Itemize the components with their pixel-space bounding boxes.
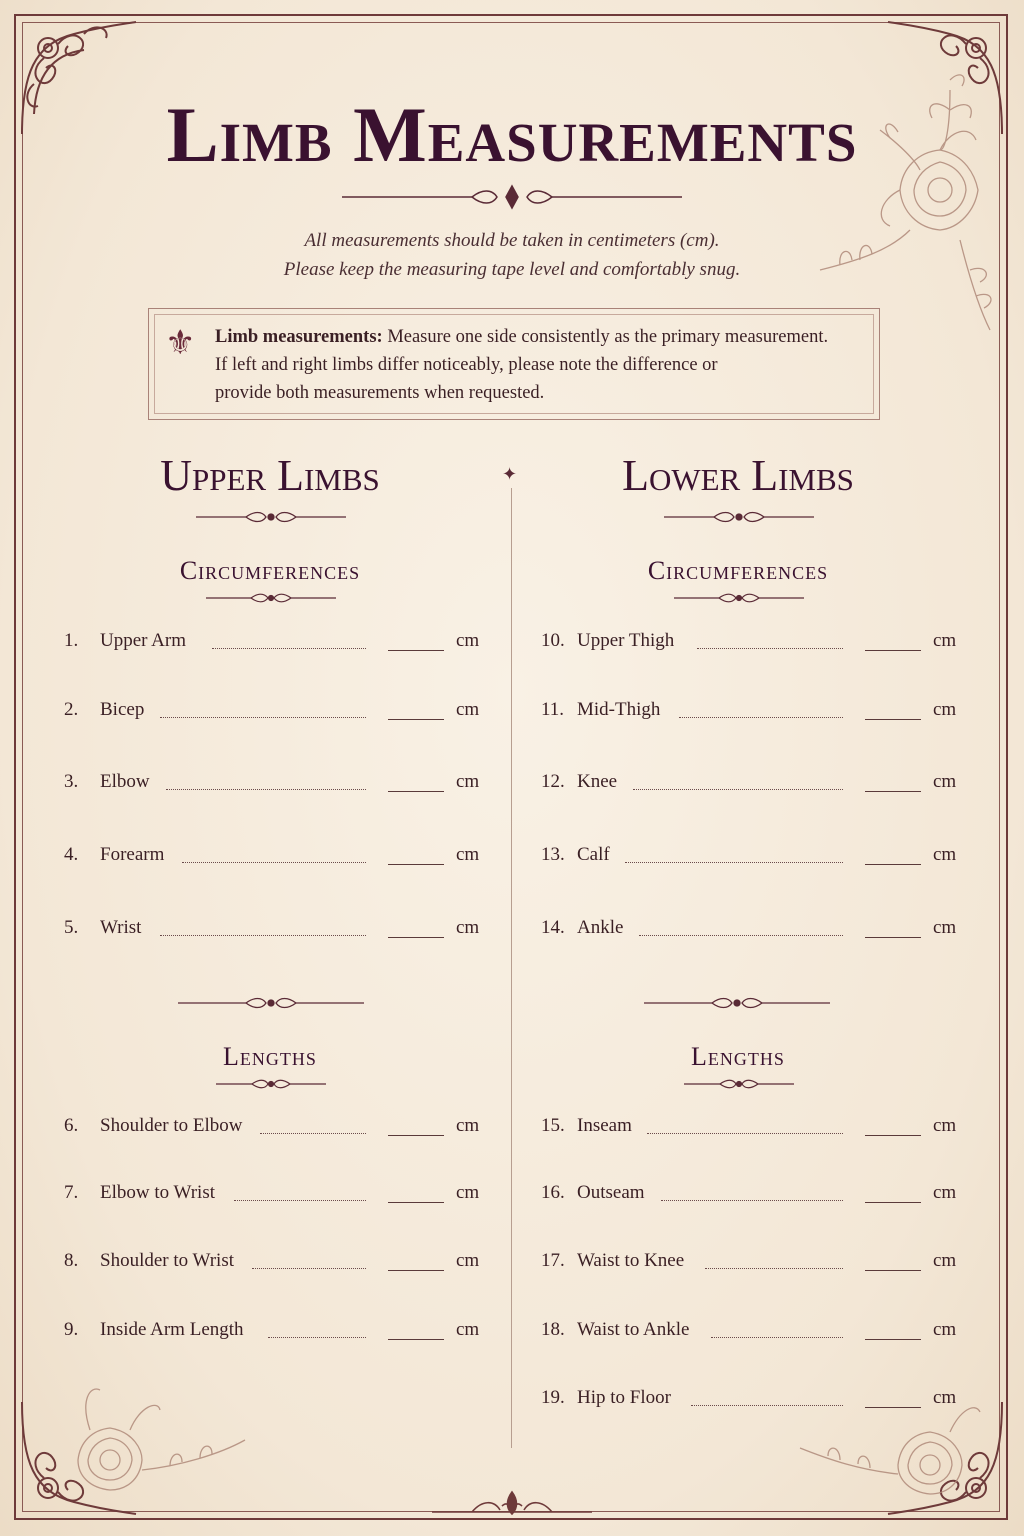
unit-label: cm [456,1250,480,1271]
leader-dots [268,1337,366,1338]
instructions-line-1: All measurements should be taken in centimeters (cm). [304,230,720,251]
measurement-blank[interactable] [865,1202,921,1203]
upper-section-divider-icon [178,994,364,1012]
note-text [215,323,875,407]
item-label: Calf [577,844,610,865]
item-label: Upper Arm [100,630,187,651]
leader-dots [182,862,366,863]
item-number: 13. [541,844,565,865]
upper-circ-divider-icon [206,590,336,606]
unit-label: cm [933,630,957,651]
column-ornament-icon: ✦ [502,464,518,484]
list-item [541,1319,961,1349]
fleur-de-lis-icon: ⚜ [165,325,196,362]
leader-dots [705,1268,843,1269]
leader-dots [661,1200,843,1201]
floral-illustration-bottom-left-icon [30,1370,250,1520]
item-number: 10. [541,630,565,651]
note-line-3: provide both measurements when requested. [215,383,545,403]
measurement-blank[interactable] [865,1339,921,1340]
list-item [64,1182,484,1212]
item-label: Elbow [100,771,150,792]
list-item [64,844,484,874]
item-number: 3. [64,771,79,792]
item-label: Waist to Ankle [577,1319,690,1340]
leader-dots [679,717,843,718]
leader-dots [711,1337,843,1338]
leader-dots [639,935,843,936]
leader-dots [625,862,843,863]
item-label: Elbow to Wrist [100,1182,215,1203]
measurement-blank[interactable] [865,1270,921,1271]
list-item [64,1115,484,1145]
note-label: Limb measurements: [215,327,383,347]
measurement-blank[interactable] [865,719,921,720]
list-item [64,630,484,660]
measurement-blank[interactable] [865,864,921,865]
limb-note-box [148,308,880,420]
item-number: 14. [541,917,565,938]
item-number: 8. [64,1250,79,1271]
lower-len-divider-icon [684,1076,794,1092]
measurement-blank[interactable] [388,864,444,865]
list-item [541,1115,961,1145]
measurement-blank[interactable] [865,1135,921,1136]
item-number: 6. [64,1115,79,1136]
item-label: Hip to Floor [577,1387,671,1408]
unit-label: cm [933,1250,957,1271]
measurement-blank[interactable] [388,1270,444,1271]
lower-lengths-heading: Lengths [691,1042,785,1071]
list-item [541,1387,961,1417]
list-item [64,1250,484,1280]
item-number: 5. [64,917,79,938]
item-label: Forearm [100,844,165,865]
unit-label: cm [456,844,480,865]
item-number: 11. [541,699,565,720]
list-item [541,699,961,729]
item-label: Upper Thigh [577,630,675,651]
item-label: Waist to Knee [577,1250,685,1271]
leader-dots [691,1405,843,1406]
unit-label: cm [933,844,957,865]
leader-dots [697,648,843,649]
measurement-blank[interactable] [865,1407,921,1408]
unit-label: cm [933,917,957,938]
leader-dots [260,1133,366,1134]
item-label: Shoulder to Wrist [100,1250,234,1271]
item-number: 4. [64,844,79,865]
measurement-blank[interactable] [388,650,444,651]
item-number: 18. [541,1319,565,1340]
leader-dots [212,648,366,649]
leader-dots [633,789,843,790]
page-title: Limb Measurements [166,91,858,178]
measurement-blank[interactable] [865,937,921,938]
measurement-blank[interactable] [388,1202,444,1203]
leader-dots [160,935,366,936]
list-item [541,917,961,947]
list-item [541,1250,961,1280]
item-label: Knee [577,771,618,792]
column-divider [511,488,512,1448]
unit-label: cm [456,1319,480,1340]
note-line-2: If left and right limbs differ noticeably, please note the difference or [215,355,718,375]
item-number: 19. [541,1387,565,1408]
measurement-blank[interactable] [388,791,444,792]
item-label: Inside Arm Length [100,1319,244,1340]
measurement-blank[interactable] [865,791,921,792]
list-item [64,699,484,729]
list-item [541,1182,961,1212]
lower-limbs-title: Lower Limbs [622,451,854,500]
measurement-blank[interactable] [388,1135,444,1136]
list-item [64,771,484,801]
upper-limbs-title: Upper Limbs [160,451,380,500]
unit-label: cm [933,1387,957,1408]
unit-label: cm [933,1319,957,1340]
upper-circumferences-heading: Circumferences [179,556,361,585]
item-label: Outseam [577,1182,645,1203]
unit-label: cm [456,917,480,938]
leader-dots [160,717,366,718]
bottom-center-ornament-icon [432,1488,592,1524]
item-label: Shoulder to Elbow [100,1115,243,1136]
upper-title-divider-icon [196,508,346,526]
item-number: 15. [541,1115,565,1136]
item-number: 1. [64,630,79,651]
leader-dots [647,1133,843,1134]
note-line-1-text: Measure one side consistently as the primary measurement. [387,327,829,347]
unit-label: cm [456,1182,480,1203]
item-number: 16. [541,1182,565,1203]
list-item [541,771,961,801]
item-number: 2. [64,699,79,720]
note-line-1 [215,323,875,351]
unit-label: cm [456,771,480,792]
item-number: 12. [541,771,565,792]
list-item [64,917,484,947]
list-item [541,630,961,660]
item-label: Wrist [100,917,142,938]
measurement-blank[interactable] [865,650,921,651]
item-label: Ankle [577,917,624,938]
unit-label: cm [933,1115,957,1136]
unit-label: cm [456,1115,480,1136]
lower-section-divider-icon [644,994,830,1012]
upper-len-divider-icon [216,1076,326,1092]
lower-circ-divider-icon [674,590,804,606]
list-item [541,844,961,874]
item-label: Mid-Thigh [577,699,661,720]
item-number: 17. [541,1250,565,1271]
measurement-blank[interactable] [388,937,444,938]
item-label: Inseam [577,1115,632,1136]
unit-label: cm [933,699,957,720]
unit-label: cm [456,630,480,651]
unit-label: cm [933,1182,957,1203]
item-label: Bicep [100,699,145,720]
upper-lengths-heading: Lengths [223,1042,317,1071]
lower-circumferences-heading: Circumferences [647,556,829,585]
instructions-line-2: Please keep the measuring tape level and comfortably snug. [283,259,741,280]
leader-dots [252,1268,366,1269]
measurement-blank[interactable] [388,719,444,720]
leader-dots [234,1200,366,1201]
leader-dots [166,789,366,790]
item-number: 9. [64,1319,79,1340]
measurement-blank[interactable] [388,1339,444,1340]
item-number: 7. [64,1182,79,1203]
title-divider-icon [342,184,682,210]
unit-label: cm [933,771,957,792]
lower-title-divider-icon [664,508,814,526]
unit-label: cm [456,699,480,720]
list-item [64,1319,484,1349]
